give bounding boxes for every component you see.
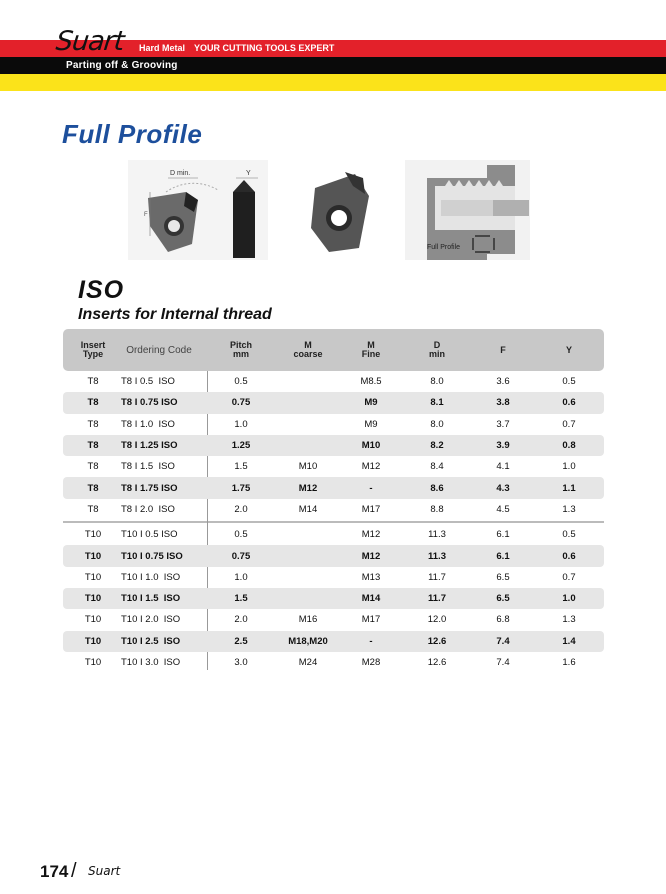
cell-d: 11.7 (428, 593, 446, 605)
insert-photo (305, 168, 375, 258)
cell-y: 0.6 (562, 550, 576, 562)
svg-text:Y: Y (246, 170, 251, 177)
cell-type: T8 (87, 440, 99, 452)
cell-f: 3.6 (496, 376, 510, 388)
table-row (63, 588, 604, 609)
cell-d: 8.1 (430, 397, 444, 409)
cell-mf: M28 (361, 657, 381, 668)
cell-d: 11.7 (428, 571, 446, 583)
cell-mc: M16 (298, 614, 318, 626)
cell-mf: M10 (361, 440, 381, 452)
cell-type: T10 (84, 593, 102, 605)
cell-type: T8 (87, 461, 99, 473)
cell-mc (278, 371, 338, 392)
table-row (63, 499, 604, 520)
cell-d: 8.8 (430, 503, 444, 515)
cell-d: 8.0 (430, 418, 444, 430)
cell-mf: M9 (364, 418, 378, 430)
tagline: YOUR CUTTING TOOLS EXPERT (194, 43, 335, 53)
footer-slash: / (71, 860, 77, 882)
cell-pitch: 0.5 (234, 529, 248, 541)
cell-pitch: 2.0 (234, 614, 248, 626)
col-m-coarse: M coarse (293, 340, 323, 359)
brand-logo: Suart (54, 26, 126, 57)
cell-code: T10 I 2.5 ISO (121, 635, 181, 647)
cell-y: 1.3 (562, 614, 576, 626)
cell-mf: M8.5 (360, 376, 382, 388)
cell-type: T10 (84, 550, 102, 562)
cell-mf: - (369, 635, 373, 647)
page-number: 174 (40, 862, 69, 881)
cell-pitch: 1.25 (231, 440, 251, 452)
cell-mf: M13 (361, 571, 381, 583)
cell-type: T10 (84, 571, 102, 583)
cell-pitch: 1.0 (234, 418, 248, 430)
cell-d: 8.2 (430, 440, 444, 452)
cell-mc (278, 414, 338, 435)
cell-mf: M9 (364, 397, 378, 409)
cell-pitch: 2.0 (234, 503, 248, 515)
cell-code: T10 I 1.5 ISO (121, 593, 181, 605)
cell-y: 0.7 (562, 418, 576, 430)
cell-type: T8 (87, 418, 99, 430)
table-row (63, 477, 604, 498)
cell-mc: M12 (298, 482, 318, 494)
cell-y: 0.5 (562, 529, 576, 541)
cell-d: 12.6 (427, 635, 447, 647)
table-header (63, 329, 604, 371)
col-insert-type: Insert Type (80, 340, 106, 359)
table-row (63, 545, 604, 566)
cell-pitch: 1.0 (234, 571, 248, 583)
cell-f: 6.5 (496, 593, 510, 605)
cell-y: 1.4 (562, 635, 576, 647)
cell-d: 8.4 (430, 461, 444, 473)
cell-code: T8 I 0.5 ISO (121, 376, 175, 388)
cell-code: T10 I 1.0 ISO (121, 571, 181, 583)
svg-text:Full Profile: Full Profile (427, 244, 461, 251)
cell-mc (278, 545, 338, 566)
cell-mc: M18,M20 (288, 635, 328, 647)
cell-y: 1.1 (562, 482, 576, 494)
section-heading: ISO (78, 276, 125, 304)
table-row (63, 652, 604, 673)
cell-mf: - (369, 482, 373, 494)
table-row (63, 567, 604, 588)
group-separator (63, 521, 604, 523)
cell-y: 0.5 (562, 376, 576, 388)
cell-mf: M14 (361, 593, 381, 605)
table-row (63, 456, 604, 477)
cell-code: T8 I 2.0 ISO (121, 503, 175, 515)
cell-pitch: 0.75 (231, 550, 251, 562)
cell-pitch: 0.75 (231, 397, 251, 409)
inserts-table (63, 329, 604, 673)
cell-type: T10 (84, 614, 102, 626)
table-row (63, 371, 604, 392)
col-d-min: D min (428, 340, 445, 359)
cell-pitch: 1.5 (234, 593, 248, 605)
cell-code: T8 I 1.25 ISO (121, 440, 178, 452)
cell-mc (278, 524, 338, 545)
cell-mc: M24 (298, 657, 318, 668)
cell-type: T10 (84, 657, 102, 668)
page-title: Full Profile (62, 119, 203, 149)
cell-f: 6.5 (496, 571, 510, 583)
col-ordering-code: Ordering Code (126, 344, 192, 356)
cell-y: 1.0 (562, 461, 576, 473)
cell-mc (278, 392, 338, 413)
cell-f: 4.3 (496, 482, 510, 494)
section-subheading: Inserts for Internal thread (78, 306, 272, 323)
cell-d: 12.6 (427, 657, 447, 668)
cell-pitch: 3.0 (234, 657, 248, 668)
cell-type: T10 (84, 529, 102, 541)
cell-pitch: 1.5 (234, 461, 248, 473)
col-f: F (500, 344, 506, 355)
header-yellow-band (0, 74, 666, 91)
cell-mc: M14 (298, 503, 318, 515)
table-row (63, 392, 604, 413)
cell-y: 0.8 (562, 440, 576, 452)
cell-f: 3.7 (496, 418, 510, 430)
cell-code: T8 I 1.0 ISO (121, 418, 175, 430)
full-profile-diagram (405, 160, 530, 260)
table-row (63, 631, 604, 652)
svg-text:F: F (144, 212, 148, 218)
cell-d: 8.0 (430, 376, 444, 388)
cell-y: 0.6 (562, 397, 576, 409)
cell-mf: M17 (361, 503, 381, 515)
cell-type: T10 (84, 635, 102, 647)
cell-y: 1.3 (562, 503, 576, 515)
cell-mf: M17 (361, 614, 381, 626)
cell-type: T8 (87, 482, 99, 494)
cell-mf: M12 (361, 550, 381, 562)
footer-logo: Suart (88, 864, 121, 878)
table-row (63, 414, 604, 435)
cell-type: T8 (87, 503, 99, 515)
cell-code: T10 I 2.0 ISO (121, 614, 181, 626)
cell-y: 0.7 (562, 571, 576, 583)
svg-text:D min.: D min. (170, 170, 191, 177)
cell-f: 6.1 (496, 529, 510, 541)
cell-f: 3.8 (496, 397, 510, 409)
cell-type: T8 (87, 397, 99, 409)
section-title: Parting off & Grooving (66, 60, 178, 71)
cell-mf: M12 (361, 461, 381, 473)
cell-d: 11.3 (428, 529, 446, 541)
cell-f: 7.4 (496, 657, 510, 668)
cell-pitch: 0.5 (234, 376, 248, 388)
cell-pitch: 2.5 (234, 635, 248, 647)
cell-code: T10 I 3.0 ISO (121, 657, 181, 668)
cell-code: T8 I 1.75 ISO (121, 482, 178, 494)
table-row (63, 435, 604, 456)
cell-d: 8.6 (430, 482, 444, 494)
insert-dimension-drawing (128, 160, 268, 260)
cell-d: 11.3 (428, 550, 446, 562)
cell-mc (278, 435, 338, 456)
cell-mc: M10 (298, 461, 318, 473)
cell-f: 3.9 (496, 440, 510, 452)
table-row (63, 524, 604, 545)
cell-f: 7.4 (496, 635, 510, 647)
cell-code: T8 I 0.75 ISO (121, 397, 178, 409)
cell-pitch: 1.75 (231, 482, 251, 494)
cell-code: T10 I 0.5 ISO (121, 529, 178, 541)
cell-code: T10 I 0.75 ISO (121, 550, 183, 562)
cell-f: 6.8 (496, 614, 510, 626)
col-m-fine: M Fine (361, 340, 381, 359)
table-row (63, 609, 604, 630)
brand-line: Hard Metal (139, 43, 186, 53)
col-pitch: Pitch mm (229, 340, 252, 359)
cell-mc (278, 588, 338, 609)
cell-d: 12.0 (427, 614, 447, 626)
cell-y: 1.0 (562, 593, 576, 605)
cell-type: T8 (87, 376, 99, 388)
cell-f: 4.1 (496, 461, 510, 473)
cell-y: 1.6 (562, 657, 576, 668)
cell-code: T8 I 1.5 ISO (121, 461, 175, 473)
col-y: Y (565, 344, 572, 355)
cell-mc (278, 567, 338, 588)
cell-f: 6.1 (496, 550, 510, 562)
cell-f: 4.5 (496, 503, 510, 515)
cell-mf: M12 (361, 529, 381, 541)
